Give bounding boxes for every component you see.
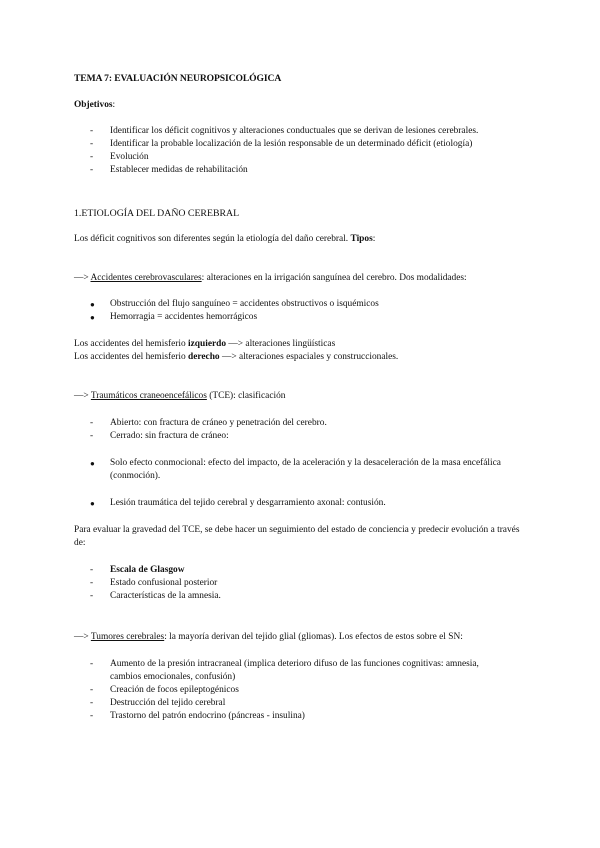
hemisphere-right-line: Los accidentes del hemisferio derecho —> alteraciones espaciales y construccionales. — [74, 352, 399, 362]
bullet-marker: ● — [90, 499, 95, 508]
list-item: - Establecer medidas de rehabilitación — [90, 165, 248, 175]
tce-paragraph: —> Traumáticos craneoencefálicos (TCE): clasificación — [74, 391, 286, 401]
arrow-glyph: —> — [74, 391, 89, 401]
objetivos-colon: : — [112, 100, 116, 110]
objetivos-label: Objetivos — [74, 100, 113, 110]
arrow-glyph: —> — [74, 632, 89, 642]
list-item: - Identificar la probable localización de la lesión responsable de un determinado déficit (etiología) — [90, 139, 473, 149]
dash-marker: - — [90, 698, 94, 708]
intro-paragraph: Los déficit cognitivos son diferentes según la etiología del daño cerebral. Tipos: — [74, 234, 376, 244]
tce-term: Traumáticos craneoencefálicos — [90, 391, 207, 401]
dash-marker: - — [90, 578, 94, 588]
list-item: - Trastorno del patrón endocrino (páncreas - insulina) — [90, 711, 305, 721]
gravedad-paragraph: Para evaluar la gravedad del TCE, se debe hacer un seguimiento del estado de conciencia y predecir evolución a través de: — [74, 525, 520, 548]
section-heading: 1.ETIOLOGÍA DEL DAÑO CEREBRAL — [74, 208, 240, 219]
tumor-list — [0, 658, 600, 723]
list-item: ● Solo efecto conmocional: efecto del impacto, de la aceleración y la desaceleración de la masa encefálica (conmoción). — [90, 458, 501, 481]
dash-marker: - — [90, 685, 94, 695]
tce-sub-list-2 — [0, 497, 600, 510]
list-item: ● Hemorragia = accidentes hemorrágicos — [90, 312, 258, 322]
list-item: - Aumento de la presión intracraneal (implica deterioro difuso de las funciones cognitivas: amnesia, cambios emocionales, confusión) — [90, 659, 479, 682]
hemisphere-left-line: Los accidentes del hemisferio izquierdo —> alteraciones lingüísticas — [74, 339, 336, 349]
dash-marker: - — [90, 126, 94, 136]
acv-paragraph: —> Accidentes cerebrovasculares: alteraciones en la irrigación sanguínea del cerebro. Dos modalidades: — [74, 273, 467, 283]
objetivos-list — [0, 125, 600, 177]
dash-marker: - — [90, 139, 94, 149]
dash-marker: - — [90, 152, 94, 162]
acv-list — [0, 298, 600, 324]
bullet-marker: ● — [90, 313, 95, 322]
list-item: - Evolución — [90, 152, 149, 162]
list-item: - Escala de Glasgow — [90, 565, 185, 575]
dash-marker: - — [90, 165, 94, 175]
bullet-marker: ● — [90, 459, 95, 468]
tumor-paragraph: —> Tumores cerebrales: la mayoría derivan del tejido glial (gliomas). Los efectos de estos sobre el SN: — [74, 632, 463, 642]
gravedad-list — [0, 564, 600, 603]
list-item: ● Obstrucción del flujo sanguíneo = accidentes obstructivos o isquémicos — [90, 299, 379, 309]
objetivos-heading — [74, 99, 526, 112]
dash-marker: - — [90, 431, 94, 441]
list-item: - Cerrado: sin fractura de cráneo: — [90, 431, 229, 441]
arrow-glyph: —> — [74, 273, 89, 283]
acv-term: Accidentes cerebrovasculares — [90, 273, 202, 283]
bullet-marker: ● — [90, 300, 95, 309]
list-item: - Características de la amnesia. — [90, 591, 221, 601]
dash-marker: - — [90, 591, 94, 601]
dash-marker: - — [90, 659, 94, 669]
dash-marker: - — [90, 565, 94, 575]
list-item: - Creación de focos epileptogénicos — [90, 685, 239, 695]
list-item: - Destrucción del tejido cerebral — [90, 698, 226, 708]
list-item: - Identificar los déficit cognitivos y alteraciones conductuales que se derivan de lesiones cerebrales. — [90, 126, 479, 136]
dash-marker: - — [90, 418, 94, 428]
list-item: - Abierto: con fractura de cráneo y penetración del cerebro. — [90, 418, 327, 428]
list-item: ● Lesión traumática del tejido cerebral y desgarramiento axonal: contusión. — [90, 498, 386, 508]
tce-list — [0, 417, 600, 443]
dash-marker: - — [90, 711, 94, 721]
tumor-term: Tumores cerebrales — [90, 632, 165, 642]
page-title: TEMA 7: EVALUACIÓN NEUROPSICOLÓGICA — [74, 73, 282, 84]
list-item: - Estado confusional posterior — [90, 578, 218, 588]
tce-sub-list-1 — [0, 457, 600, 483]
